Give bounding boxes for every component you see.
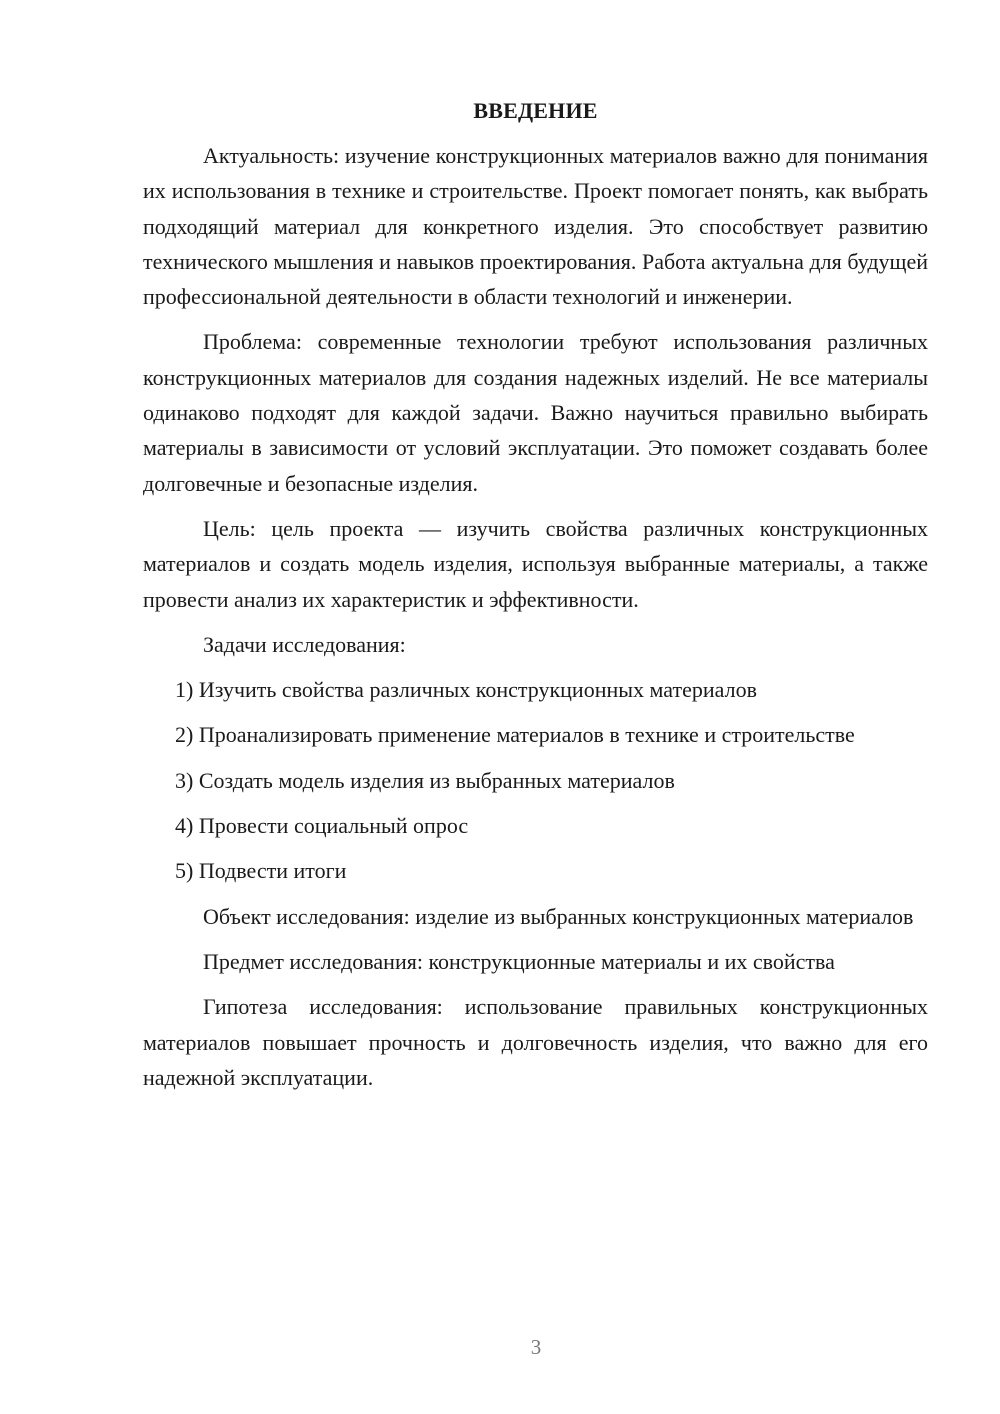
problem-paragraph: Проблема: современные технологии требуют использования различных конструкционных материалов для создания надежных изделий. Не все материалы одинаково подходят для каждой задачи. Важно научиться правильно выбирать материалы в зависимости от условий эксплуатации. Это поможет создавать более долговечные и безопасные изделия.	[143, 329, 928, 496]
task-item-3: 3) Создать модель изделия из выбранных материалов	[175, 767, 675, 793]
section-title: ВВЕДЕНИЕ	[473, 98, 598, 123]
hypothesis-paragraph: Гипотеза исследования: использование правильных конструкционных материалов повышает прочность и долговечность изделия, что важно для его надежной эксплуатации.	[143, 994, 928, 1090]
page-number: 3	[530, 1335, 542, 1359]
subject-paragraph: Предмет исследования: конструкционные материалы и их свойства	[203, 948, 835, 974]
task-item-1: 1) Изучить свойства различных конструкционных материалов	[175, 677, 757, 703]
task-item-2: 2) Проанализировать применение материалов в технике и строительстве	[175, 722, 855, 748]
task-item-5: 5) Подвести итоги	[175, 858, 347, 884]
tasks-heading: Задачи исследования:	[203, 631, 406, 657]
relevance-paragraph: Актуальность: изучение конструкционных материалов важно для понимания их использования в технике и строительстве. Проект помогает понять, как выбрать подходящий материал для конкретного изделия. Это способствует развитию технического мышления и навыков проектирования. Работа актуальна для будущей профессиональной деятельности в области технологий и инженерии.	[143, 143, 928, 310]
page-content	[143, 96, 928, 1105]
object-paragraph: Объект исследования: изделие из выбранных конструкционных материалов	[203, 903, 914, 929]
goal-paragraph: Цель: цель проекта — изучить свойства различных конструкционных материалов и создать модель изделия, используя выбранные материалы, а также провести анализ их характеристик и эффективности.	[143, 515, 928, 612]
task-item-4: 4) Провести социальный опрос	[175, 813, 469, 839]
